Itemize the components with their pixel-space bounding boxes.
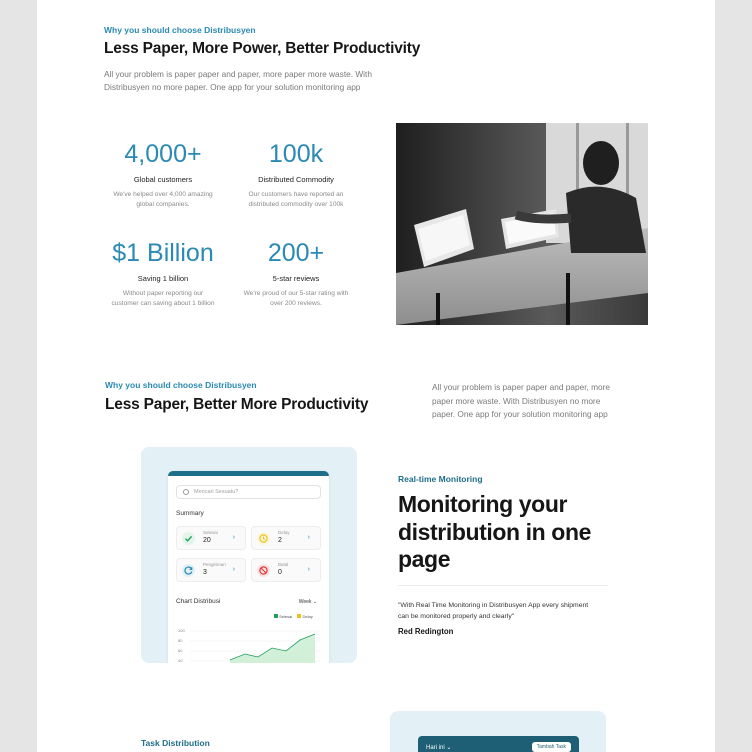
- office-photo-illustration: [396, 123, 648, 325]
- stat-description: Our customers have reported an distributed commodity over 100k: [248, 191, 344, 208]
- stat-label: Distributed Commodity: [258, 175, 334, 184]
- app-mockup: [168, 471, 329, 663]
- testimonial-author: Red Redington: [398, 627, 454, 636]
- stat-value: 4,000+: [124, 140, 202, 168]
- section-heading: Less Paper, Better More Productivity: [105, 396, 369, 413]
- search-input[interactable]: Mencari Sesuatu?: [176, 485, 321, 499]
- summary-tile-delay[interactable]: Delay 2 ›: [251, 526, 321, 550]
- refresh-icon: [182, 564, 195, 577]
- task-preview-card: [390, 711, 606, 752]
- chevron-down-icon: ⌄: [312, 599, 317, 605]
- office-photo: [396, 123, 648, 325]
- chevron-down-icon: ⌄: [446, 745, 452, 751]
- section-description: All your problem is paper paper and paper, more paper more waste. With Distribusyen no more paper. One app for your solution monitoring app: [104, 69, 372, 92]
- period-select[interactable]: Week ⌄: [298, 599, 317, 605]
- section-eyebrow: Why you should choose Distribusyen: [105, 380, 257, 390]
- chart-title: Chart Distribusi: [176, 598, 221, 605]
- summary-tile-shipping[interactable]: Pengiriman 3 ›: [176, 558, 246, 582]
- chart-legend: Selesai Delay: [274, 614, 313, 619]
- stat-description: Without paper reporting our customer can saving about 1 billion: [111, 290, 215, 307]
- check-icon: [182, 532, 195, 545]
- stat-commodity: [226, 139, 366, 210]
- stat-value: 100k: [268, 140, 324, 168]
- chevron-right-icon: ›: [307, 534, 310, 541]
- stat-label: Saving 1 billion: [137, 274, 189, 283]
- cancel-icon: [257, 564, 270, 577]
- task-eyebrow: Task Distribution: [141, 738, 210, 748]
- summary-tile-cancelled[interactable]: Batal 0 ›: [251, 558, 321, 582]
- section-description: All your problem is paper paper and paper, more paper more waste. With Distribusyen no more paper. One app for your solution monitoring app: [432, 382, 611, 419]
- feature-eyebrow: Real-time Monitoring: [398, 474, 483, 484]
- stat-description: We're proud of our 5-star rating with over 200 reviews.: [243, 290, 349, 307]
- search-icon: [183, 489, 189, 495]
- chart-y-axis: 100 80 60 40: [178, 628, 185, 663]
- chevron-right-icon: ›: [307, 566, 310, 573]
- stat-label: Global customers: [133, 175, 193, 184]
- chevron-right-icon: ›: [232, 534, 235, 541]
- summary-tile-done[interactable]: Selesai 20 ›: [176, 526, 246, 550]
- task-app-header: [418, 736, 579, 752]
- stat-label: 5-star reviews: [272, 274, 320, 283]
- stat-customers: [93, 139, 233, 210]
- stat-savings: [93, 238, 233, 309]
- testimonial-quote: "With Real Time Monitoring in Distribusyen App every shipment can be monitored properly and clearly": [398, 602, 589, 620]
- stat-value: 200+: [267, 239, 325, 267]
- add-task-button[interactable]: Tambah Task: [532, 742, 571, 752]
- section-eyebrow: Why you should choose Distribusyen: [104, 25, 256, 35]
- feature-heading: Monitoring your distribution in one page: [398, 491, 591, 572]
- distribution-area-chart: [190, 628, 320, 663]
- stat-reviews: [226, 238, 366, 309]
- summary-label: Summary: [176, 510, 204, 517]
- chevron-right-icon: ›: [232, 566, 235, 573]
- divider: [398, 585, 608, 586]
- landing-page: [37, 0, 715, 752]
- section-heading: Less Paper, More Power, Better Productivity: [104, 40, 421, 57]
- stat-value: $1 Billion: [112, 239, 214, 267]
- app-preview-card: [141, 447, 357, 663]
- clock-icon: [257, 532, 270, 545]
- day-filter[interactable]: Hari ini ⌄: [426, 745, 452, 751]
- stat-description: We've helped over 4,000 amazing global companies.: [113, 191, 213, 208]
